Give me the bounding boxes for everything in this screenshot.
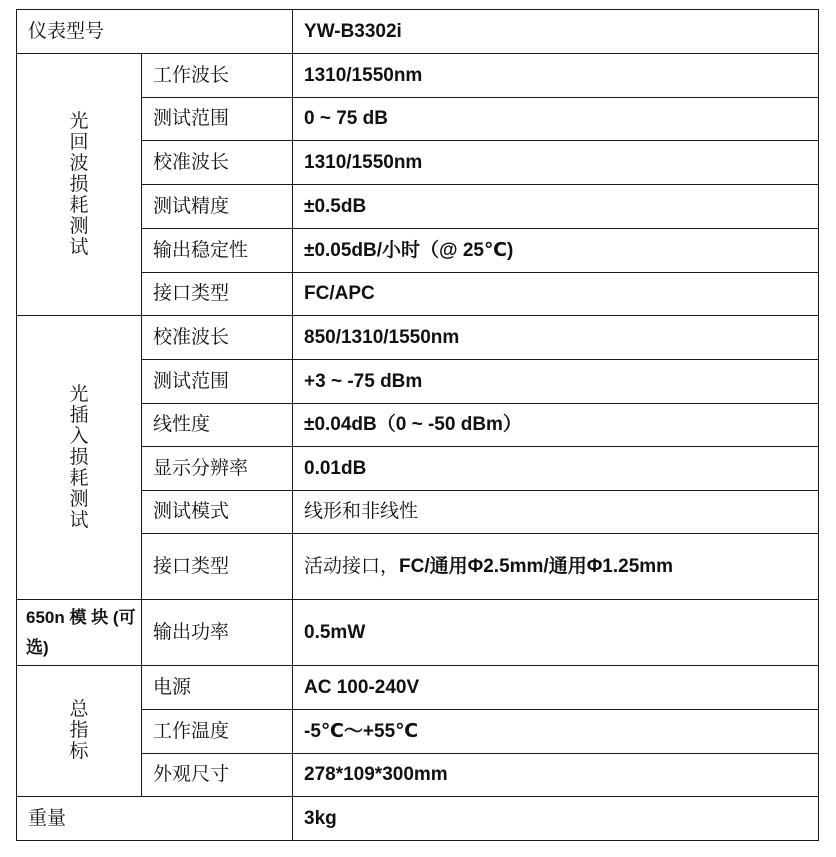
orl-value: 1310/1550nm bbox=[304, 64, 423, 86]
general-value: -5℃～+55℃ bbox=[304, 720, 419, 742]
orl-label: 工作波长 bbox=[153, 64, 230, 86]
module-label: 输出功率 bbox=[153, 621, 230, 643]
orl-label: 测试精度 bbox=[153, 195, 230, 217]
module-row bbox=[17, 600, 819, 666]
general-value: 278*109*300mm bbox=[304, 764, 448, 785]
il-value-prefix: 活动接口， bbox=[304, 555, 400, 577]
model-value: YW-B3302i bbox=[304, 20, 402, 42]
il-group-label: 光插入损耗测试 bbox=[69, 383, 89, 531]
orl-label: 测试范围 bbox=[153, 108, 230, 129]
general-value: AC 100-240V bbox=[304, 676, 420, 698]
weight-label-cell bbox=[17, 797, 293, 841]
model-value-cell bbox=[293, 10, 819, 54]
il-label: 线性度 bbox=[153, 414, 211, 435]
general-group-cell bbox=[17, 666, 142, 797]
il-label: 显示分辨率 bbox=[153, 457, 249, 479]
general-label: 工作温度 bbox=[153, 720, 230, 742]
model-label: 仪表型号 bbox=[28, 20, 105, 42]
il-row bbox=[17, 316, 819, 360]
il-label: 测试范围 bbox=[153, 370, 230, 392]
il-value bbox=[293, 556, 818, 578]
il-value: 0.01dB bbox=[304, 457, 367, 479]
general-label: 电源 bbox=[153, 676, 192, 698]
il-label: 接口类型 bbox=[153, 555, 230, 577]
orl-group-label: 光回波损耗测试 bbox=[69, 110, 89, 258]
il-label: 校准波长 bbox=[153, 326, 230, 348]
orl-label: 校准波长 bbox=[153, 151, 230, 173]
row-weight bbox=[17, 797, 819, 841]
il-value: +3 ~ -75 dBm bbox=[304, 370, 423, 392]
il-value: 线形和非线性 bbox=[304, 501, 419, 522]
module-value: 0.5mW bbox=[304, 621, 366, 643]
orl-value: FC/APC bbox=[304, 283, 375, 304]
il-value-main: FC/通用Φ2.5mm/通用Φ1.25mm bbox=[399, 555, 674, 577]
module-group-label: 650n 模 块 (可选) bbox=[26, 607, 136, 657]
weight-label: 重量 bbox=[28, 807, 67, 829]
general-label: 外观尺寸 bbox=[153, 764, 230, 785]
module-group-cell bbox=[17, 600, 142, 666]
orl-value: 0 ~ 75 dB bbox=[304, 108, 388, 129]
orl-value: ±0.5dB bbox=[304, 195, 367, 217]
model-label-cell bbox=[17, 10, 293, 54]
orl-value: ±0.05dB/小时（@ 25℃) bbox=[304, 239, 514, 261]
spec-table bbox=[16, 9, 819, 841]
orl-row bbox=[17, 54, 819, 98]
general-group-label: 总指标 bbox=[69, 699, 89, 762]
il-label: 测试模式 bbox=[153, 501, 230, 522]
weight-value-cell bbox=[293, 797, 819, 841]
orl-label: 输出稳定性 bbox=[153, 239, 249, 261]
orl-label: 接口类型 bbox=[153, 283, 230, 304]
row-model bbox=[17, 10, 819, 54]
il-group-cell bbox=[17, 316, 142, 600]
general-row bbox=[17, 666, 819, 710]
il-value: ±0.04dB（0 ~ -50 dBm） bbox=[304, 414, 522, 435]
il-value: 850/1310/1550nm bbox=[304, 326, 460, 348]
weight-value: 3kg bbox=[304, 807, 337, 829]
orl-value: 1310/1550nm bbox=[304, 151, 423, 173]
orl-group-cell bbox=[17, 54, 142, 316]
